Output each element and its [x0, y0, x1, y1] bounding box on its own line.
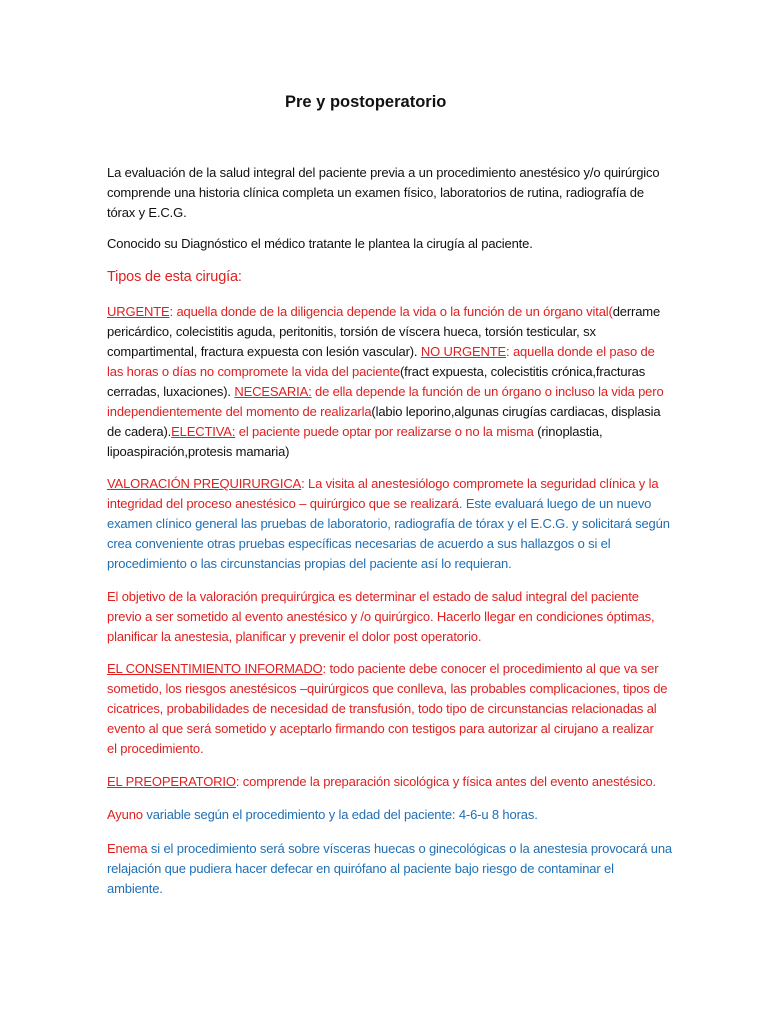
definition-text: : todo paciente debe conocer el procedimiento al que va ser — [322, 661, 659, 676]
text-line — [107, 382, 667, 402]
objective-paragraph — [107, 587, 667, 647]
example-text: compartimental, fractura expuesta con lesión vascular). — [107, 344, 421, 359]
term-urgente: URGENTE — [107, 304, 170, 319]
term-no-urgente: NO URGENTE — [420, 344, 507, 359]
text-line: pericárdico, colecistitis aguda, peritonitis, torsión de víscera hueca, torsión testicular, sx — [107, 324, 596, 339]
term-preoperatorio: EL PREOPERATORIO — [107, 774, 236, 789]
section-heading-tipos — [107, 267, 667, 287]
text-line — [107, 659, 667, 679]
text-line — [107, 342, 667, 362]
text-line: lipoaspiración,protesis mamaria) — [107, 444, 290, 459]
heading-text: Tipos de esta cirugía: — [107, 269, 242, 285]
example-text: derrame — [612, 304, 661, 319]
definition-text: las horas o días no compromete la vida del paciente — [107, 364, 400, 379]
text-line — [107, 474, 667, 494]
text-line — [107, 494, 667, 514]
example-text: (rinoplastia, — [533, 424, 603, 439]
surgery-types-paragraph — [107, 302, 667, 462]
definition-text: de ella depende la función de un órgano o incluso la vida pero — [311, 384, 664, 399]
informed-consent-paragraph — [107, 659, 667, 759]
detail-text: . Este evaluará luego de un nuevo — [458, 496, 652, 511]
text-line: planificar la anestesia, planificar y prevenir el dolor post operatorio. — [107, 629, 482, 644]
text-line: sometido, los riesgos anestésicos –quirúrgicos que conlleva, las probables complicaciones, tipos de — [107, 681, 668, 696]
text-line: examen clínico general las pruebas de laboratorio, radiografía de tórax y el E.C.G. y solicitará según — [107, 516, 670, 531]
example-text: (labio leporino,algunas cirugías cardiacas, displasia — [371, 404, 661, 419]
term-ayuno: Ayuno — [107, 807, 143, 822]
example-text: (fract expuesta, colecistitis crónica,fracturas — [399, 364, 646, 379]
text-line: el procedimiento. — [107, 741, 204, 756]
detail-text: variable según el procedimiento y la edad del paciente: 4-6-u 8 horas. — [142, 807, 538, 822]
text-line — [107, 772, 667, 792]
page-title: Pre y postoperatorio — [285, 93, 447, 111]
term-consentimiento: EL CONSENTIMIENTO INFORMADO — [107, 661, 323, 676]
text-line: comprende una historia clínica completa un examen físico, laboratorios de rutina, radiografía de — [107, 185, 644, 200]
definition-text: : aquella donde el paso de — [506, 344, 655, 359]
example-text: de cadera). — [107, 424, 172, 439]
example-text: cerradas, luxaciones). — [107, 384, 235, 399]
text-line: La evaluación de la salud integral del paciente previa a un procedimiento anestésico y/o quirúrgico — [107, 165, 660, 180]
text-line — [107, 422, 667, 442]
definition-text: : comprende la preparación sicológica y física antes del evento anestésico. — [235, 774, 657, 789]
enema-paragraph — [107, 839, 673, 899]
text-line: previo a ser sometido al evento anestésico y /o quirúrgico. Hacerlo llegar en condiciones óptimas, — [107, 609, 655, 624]
text-line — [107, 302, 667, 322]
diagnosis-paragraph — [107, 234, 667, 254]
text-line — [107, 839, 673, 859]
term-electiva: ELECTIVA: — [171, 424, 236, 439]
text-line: Conocido su Diagnóstico el médico tratante le plantea la cirugía al paciente. — [107, 236, 533, 251]
text-line: tórax y E.C.G. — [107, 205, 187, 220]
text-line — [107, 362, 667, 382]
term-necesaria: NECESARIA: — [234, 384, 312, 399]
preoperative-paragraph — [107, 772, 667, 792]
definition-text: el paciente puede optar por realizarse o no la misma — [235, 424, 534, 439]
intro-paragraph — [107, 163, 667, 223]
text-line: crea conveniente otras pruebas específicas necesarias de acuerdo a sus hallazgos o si el — [107, 536, 611, 551]
detail-text: si el procedimiento será sobre vísceras huecas o ginecológicas o la anestesia provocará una — [147, 841, 673, 856]
fasting-paragraph — [107, 805, 667, 825]
text-line: ambiente. — [107, 881, 163, 896]
term-valoracion: VALORACIÓN PREQUIRURGICA — [107, 476, 302, 491]
text-line: procedimiento o las circunstancias propias del paciente así lo requieran. — [107, 556, 512, 571]
text-line: evento al que será sometido y aceptarlo firmando con testigos para autorizar al cirujano a realizar — [107, 721, 654, 736]
definition-text: : La visita al anestesiólogo compromete la seguridad clínica y la — [301, 476, 659, 491]
text-line: cicatrices, probabilidades de necesidad de transfusión, todo tipo de circunstancias relacionadas al — [107, 701, 657, 716]
text-line: relajación que pudiera hacer defecar en quirófano al paciente bajo riesgo de contaminar el — [107, 861, 614, 876]
definition-text: independientemente del momento de realizarla — [107, 404, 372, 419]
definition-text: integridad del proceso anestésico – quirúrgico que se realizará — [107, 496, 459, 511]
text-line: El objetivo de la valoración prequirúrgica es determinar el estado de salud integral del paciente — [107, 589, 639, 604]
prequirurgic-assessment-paragraph — [107, 474, 670, 574]
term-enema: Enema — [107, 841, 148, 856]
definition-text: : aquella donde de la diligencia depende la vida o la función de un órgano vital( — [169, 304, 613, 319]
text-line — [107, 805, 667, 825]
text-line — [107, 402, 667, 422]
